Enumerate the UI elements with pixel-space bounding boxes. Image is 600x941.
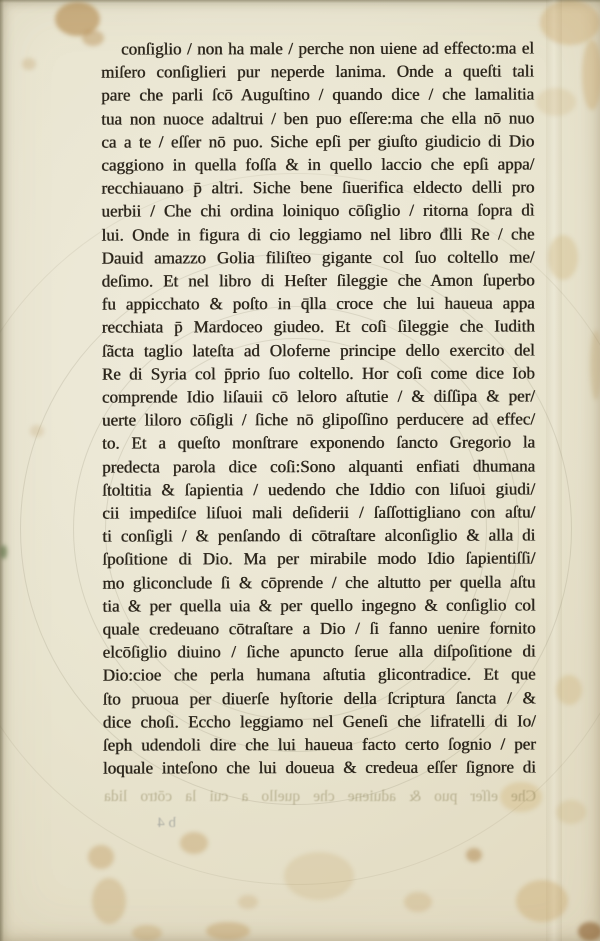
- stain: [578, 922, 600, 941]
- text-line-18: to. Et a queſto monſtrare exponendo ſancto Gregorio la: [102, 432, 536, 454]
- text-line-11: deſimo. Et nel libro di Heſter ſileggie che Amon ſuperbo: [101, 270, 535, 291]
- text-line-19: predecta parola dice coſi:Sono alquanti enfiati dhumana: [102, 456, 536, 477]
- stain: [238, 895, 258, 909]
- stain: [22, 58, 36, 70]
- stain: [556, 800, 586, 824]
- showthrough-text: Che eſſer puo & aduiene che quello a cui la cōtro lida: [104, 788, 536, 805]
- text-line-4: tua non nuoce adaltrui / ben puo eſſere:ma che ella nō nuo: [101, 108, 535, 129]
- text-line-22: ti conſigli / & penſando di cōtraſtare alconſiglio & alla di: [102, 525, 536, 546]
- text-line-20: ſtoltitia & ſapientia / uedendo che Iddio con liſuoi giudi/: [102, 479, 536, 500]
- stain: [466, 848, 482, 862]
- page-edge-top: [0, 0, 600, 3]
- text-line-14: ſãcta taglio lateſta ad Oloferne principe dello exercito del: [101, 340, 535, 361]
- text-line-1: conſiglio / non ha male / perche non uiene ad effecto:ma el: [121, 38, 535, 59]
- text-line-15: Re di Syria col p̄prio ſuo coltello. Hor coſi come dice Iob: [101, 363, 535, 384]
- stain: [88, 845, 114, 869]
- text-line-7: recchiauano p̄ altri. Siche bene ſiuerifica eldecto delli pro: [101, 177, 535, 198]
- text-line-30: dice choſi. Eccho leggiamo nel Geneſi che lifratelli di Io/: [102, 711, 536, 732]
- showthrough-signature: b 4: [157, 815, 176, 831]
- text-line-9: lui. Onde in figura di cio leggiamo nel libro đlli Re / che: [101, 224, 535, 245]
- stain: [92, 878, 126, 924]
- text-line-6: caggiono in quella foſſa & in quello laccio che epſi appa/: [101, 154, 535, 175]
- text-line-12: fu appicchato & poſto in q̄lla croce che lui haueua appa: [101, 293, 535, 314]
- stain: [30, 425, 44, 437]
- text-line-8: uerbii / Che chi ordina loiniquo cōſiglio / ritorna ſopra dì: [101, 200, 535, 221]
- stain: [516, 880, 568, 922]
- text-line-29: ſto pruoua per diuerſe hyſtorie della ſcriptura ſancta / &: [102, 688, 536, 709]
- stain: [582, 40, 600, 110]
- text-line-17: uerte liloro cōſigli / ſiche nō glipoſſino perducere ad effec/: [102, 409, 536, 430]
- stain: [132, 925, 162, 941]
- text-line-27: elcōſiglio diuino / ſiche apuncto ſerue alla diſpoſitione di: [102, 641, 536, 662]
- text-line-13: recchiata p̄ Mardoceo giudeo. Et coſi ſileggie che Iudith: [101, 316, 535, 338]
- text-line-5: ca a te / eſſer nō puo. Siche epſi per giuſto giudicio di Dio: [101, 131, 535, 152]
- text-line-24: mo gliconclude ſi & cōprende / che altutto per quella aſtu: [102, 572, 536, 593]
- stain: [590, 330, 600, 400]
- text-line-10: Dauid amazzo Golia filiſteo gigante col ſuo coltello me/: [101, 247, 535, 268]
- text-line-31: ſeph udendoli dire che lui haueua facto certo ſognio / per: [102, 734, 536, 755]
- text-line-3: pare che parli ſcō Auguſtino / quando dice / che lamalitia: [101, 84, 535, 105]
- text-line-25: tia & per quella uia & per quello ingegno & conſiglio col: [102, 595, 536, 616]
- stain: [540, 0, 600, 45]
- stain: [206, 922, 250, 940]
- stain: [556, 675, 582, 705]
- stain: [536, 88, 576, 116]
- text-line-16: comprende Idio liſauii cō leloro aſtutie / & diſſipa & per/: [101, 386, 535, 407]
- stain: [404, 892, 432, 912]
- text-line-28: Dio:cioe che perla humana aſtutia glicontradice. Et que: [102, 664, 536, 686]
- stain: [180, 832, 208, 854]
- text-block: [101, 36, 536, 780]
- text-line-26: quale credeuano cōtraſtare a Dio / ſi fanno uenire fornito: [102, 618, 536, 639]
- text-line-32: loquale inteſono che lui doueua & credeua eſſer ſignore di: [102, 757, 536, 778]
- stain: [548, 235, 578, 280]
- text-line-23: ſpoſitione di Dio. Ma per mirabile modo Idio ſapientiſſi/: [102, 548, 536, 570]
- text-line-21: cii impediſce liſuoi mali deſiderii / ſaſſottigliano con aſtu/: [102, 502, 536, 523]
- stain: [0, 545, 7, 559]
- stain: [284, 852, 354, 900]
- text-line-2: miſero conſiglieri pur neperde lanima. Onde a queſti tali: [101, 61, 535, 82]
